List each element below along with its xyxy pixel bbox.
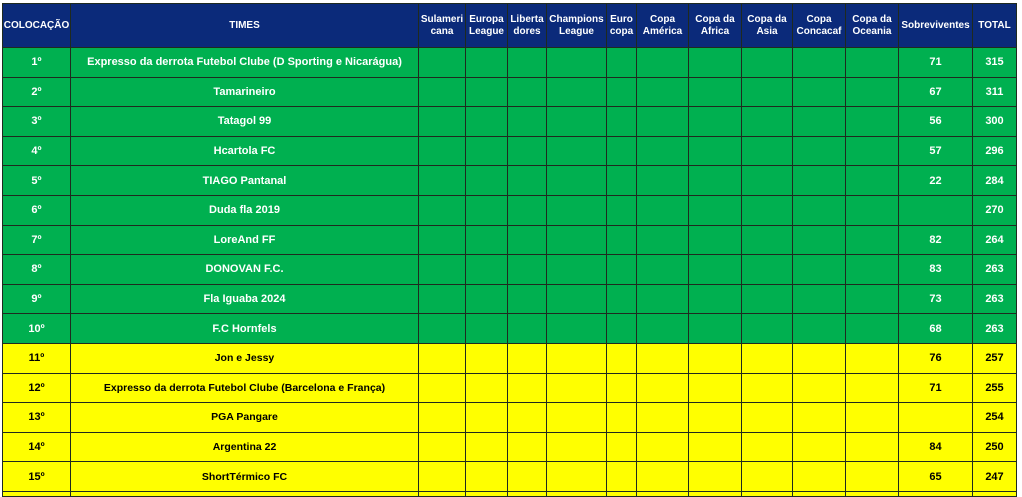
copa-africa-cell[interactable] [689, 343, 742, 373]
libertadores-cell[interactable] [508, 343, 547, 373]
eurocopa-cell[interactable] [607, 77, 637, 107]
header-europa-league[interactable]: Europa League [466, 4, 508, 48]
eurocopa-cell[interactable] [607, 403, 637, 433]
sobreviventes-cell[interactable]: 65 [899, 462, 973, 492]
libertadores-cell[interactable] [508, 284, 547, 314]
libertadores-cell[interactable] [508, 432, 547, 462]
eurocopa-cell[interactable] [607, 136, 637, 166]
copa-concacaf-cell[interactable] [793, 373, 846, 403]
total-cell[interactable]: 263 [973, 255, 1017, 285]
position-cell[interactable]: 4º [3, 136, 71, 166]
team-cell[interactable]: DONOVAN F.C. [71, 255, 419, 285]
total-cell[interactable]: 257 [973, 343, 1017, 373]
position-cell[interactable]: 15º [3, 462, 71, 492]
libertadores-cell[interactable] [508, 373, 547, 403]
copa-asia-cell[interactable] [742, 77, 793, 107]
copa-concacaf-cell[interactable] [793, 136, 846, 166]
eurocopa-cell[interactable] [607, 195, 637, 225]
copa-asia-cell[interactable] [742, 255, 793, 285]
total-cell[interactable]: 250 [973, 432, 1017, 462]
copa-concacaf-cell[interactable] [793, 403, 846, 433]
table-row[interactable] [3, 403, 1017, 433]
table-row[interactable] [3, 432, 1017, 462]
copa-oceania-cell[interactable] [846, 284, 899, 314]
standings-sheet [2, 3, 1017, 497]
europa-league-cell[interactable] [466, 284, 508, 314]
table-row[interactable] [3, 255, 1017, 285]
copa-africa-cell[interactable] [689, 77, 742, 107]
table-row[interactable] [3, 462, 1017, 492]
copa-asia-cell[interactable] [742, 48, 793, 78]
libertadores-cell[interactable] [508, 107, 547, 137]
copa-america-cell[interactable] [637, 77, 689, 107]
header-times[interactable]: TIMES [71, 4, 419, 48]
copa-oceania-cell[interactable] [846, 166, 899, 196]
sulamericana-cell[interactable] [419, 462, 466, 492]
champions-league-cell[interactable] [547, 462, 607, 492]
copa-oceania-cell[interactable] [846, 314, 899, 344]
libertadores-cell[interactable] [508, 403, 547, 433]
copa-concacaf-cell[interactable] [793, 343, 846, 373]
header-libertadores[interactable]: Liberta dores [508, 4, 547, 48]
standings-table [2, 3, 1017, 497]
sobreviventes-cell[interactable]: 68 [899, 314, 973, 344]
table-row[interactable] [3, 107, 1017, 137]
sulamericana-cell[interactable] [419, 403, 466, 433]
sulamericana-cell[interactable] [419, 432, 466, 462]
total-cell[interactable]: 300 [973, 107, 1017, 137]
position-cell[interactable]: 14º [3, 432, 71, 462]
copa-oceania-cell[interactable] [846, 373, 899, 403]
team-cell[interactable]: LoreAnd FF [71, 225, 419, 255]
champions-league-cell[interactable] [547, 284, 607, 314]
copa-asia-cell[interactable] [742, 343, 793, 373]
copa-africa-cell[interactable] [689, 403, 742, 433]
table-row[interactable] [3, 373, 1017, 403]
copa-oceania-cell[interactable] [846, 462, 899, 492]
total-cell[interactable]: 311 [973, 77, 1017, 107]
table-row[interactable] [3, 136, 1017, 166]
sulamericana-cell[interactable] [419, 255, 466, 285]
eurocopa-cell[interactable] [607, 107, 637, 137]
copa-africa-cell[interactable] [689, 195, 742, 225]
total-cell[interactable]: 255 [973, 373, 1017, 403]
header-sulamericana[interactable]: Sulameri cana [419, 4, 466, 48]
copa-america-cell[interactable] [637, 314, 689, 344]
total-cell[interactable]: 284 [973, 166, 1017, 196]
position-cell[interactable]: 6º [3, 195, 71, 225]
libertadores-cell[interactable] [508, 462, 547, 492]
copa-america-cell[interactable] [637, 343, 689, 373]
champions-league-cell[interactable] [547, 166, 607, 196]
copa-asia-cell[interactable] [742, 432, 793, 462]
champions-league-cell[interactable] [547, 432, 607, 462]
team-cell[interactable]: Expresso da derrota Futebol Clube (Barcelona e França) [71, 373, 419, 403]
sobreviventes-cell[interactable]: 71 [899, 48, 973, 78]
team-cell[interactable]: Hcartola FC [71, 136, 419, 166]
header-row [3, 4, 1017, 48]
champions-league-cell[interactable] [547, 136, 607, 166]
total-cell[interactable]: 315 [973, 48, 1017, 78]
table-row[interactable] [3, 343, 1017, 373]
sobreviventes-cell[interactable]: 56 [899, 107, 973, 137]
sobreviventes-cell[interactable]: 82 [899, 225, 973, 255]
header-copa-america[interactable]: Copa América [637, 4, 689, 48]
copa-asia-cell[interactable] [742, 314, 793, 344]
total-cell[interactable]: 263 [973, 314, 1017, 344]
team-cell[interactable]: Expresso da derrota Futebol Clube (D Sporting e Nicarágua) [71, 48, 419, 78]
sulamericana-cell[interactable] [419, 107, 466, 137]
copa-concacaf-cell[interactable] [793, 462, 846, 492]
header-total[interactable]: TOTAL [973, 4, 1017, 48]
copa-oceania-cell[interactable] [846, 195, 899, 225]
champions-league-cell[interactable] [547, 77, 607, 107]
total-cell[interactable]: 264 [973, 225, 1017, 255]
copa-concacaf-cell[interactable] [793, 255, 846, 285]
europa-league-cell[interactable] [466, 314, 508, 344]
sulamericana-cell[interactable] [419, 314, 466, 344]
europa-league-cell[interactable] [466, 136, 508, 166]
sobreviventes-cell[interactable]: 71 [899, 373, 973, 403]
champions-league-cell[interactable] [547, 343, 607, 373]
copa-concacaf-cell[interactable] [793, 225, 846, 255]
europa-league-cell[interactable] [466, 77, 508, 107]
copa-asia-cell[interactable] [742, 373, 793, 403]
sobreviventes-cell[interactable] [899, 195, 973, 225]
europa-league-cell[interactable] [466, 166, 508, 196]
eurocopa-cell[interactable] [607, 255, 637, 285]
copa-asia-cell[interactable] [742, 462, 793, 492]
copa-asia-cell[interactable] [742, 225, 793, 255]
sobreviventes-cell[interactable]: 83 [899, 255, 973, 285]
copa-america-cell[interactable] [637, 136, 689, 166]
sulamericana-cell[interactable] [419, 373, 466, 403]
team-cell[interactable]: Tamarineiro [71, 77, 419, 107]
champions-league-cell[interactable] [547, 195, 607, 225]
copa-america-cell[interactable] [637, 284, 689, 314]
europa-league-cell[interactable] [466, 107, 508, 137]
sobreviventes-cell[interactable]: 76 [899, 343, 973, 373]
total-cell[interactable]: 254 [973, 403, 1017, 433]
copa-oceania-cell[interactable] [846, 225, 899, 255]
table-row[interactable] [3, 225, 1017, 255]
champions-league-cell[interactable] [547, 373, 607, 403]
copa-africa-cell[interactable] [689, 225, 742, 255]
sobreviventes-cell[interactable]: 22 [899, 166, 973, 196]
copa-concacaf-cell[interactable] [793, 195, 846, 225]
team-cell[interactable]: Jon e Jessy [71, 343, 419, 373]
copa-africa-cell[interactable] [689, 48, 742, 78]
copa-america-cell[interactable] [637, 255, 689, 285]
header-sobreviventes[interactable]: Sobreviventes [899, 4, 973, 48]
libertadores-cell[interactable] [508, 314, 547, 344]
libertadores-cell[interactable] [508, 136, 547, 166]
table-row[interactable] [3, 77, 1017, 107]
copa-concacaf-cell[interactable] [793, 77, 846, 107]
champions-league-cell[interactable] [547, 403, 607, 433]
copa-asia-cell[interactable] [742, 166, 793, 196]
copa-america-cell[interactable] [637, 432, 689, 462]
copa-asia-cell[interactable] [742, 195, 793, 225]
copa-concacaf-cell[interactable] [793, 432, 846, 462]
table-row[interactable] [3, 314, 1017, 344]
champions-league-cell[interactable] [547, 48, 607, 78]
team-cell[interactable]: TIAGO Pantanal [71, 166, 419, 196]
copa-america-cell[interactable] [637, 195, 689, 225]
header-copa-concacaf[interactable]: Copa Concacaf [793, 4, 846, 48]
copa-america-cell[interactable] [637, 373, 689, 403]
eurocopa-cell[interactable] [607, 462, 637, 492]
total-cell[interactable]: 270 [973, 195, 1017, 225]
header-copa-asia[interactable]: Copa da Asia [742, 4, 793, 48]
europa-league-cell[interactable] [466, 225, 508, 255]
team-cell[interactable]: ShortTérmico FC [71, 462, 419, 492]
eurocopa-cell[interactable] [607, 225, 637, 255]
total-cell[interactable]: 263 [973, 284, 1017, 314]
copa-concacaf-cell[interactable] [793, 166, 846, 196]
header-colocacao[interactable]: COLOCAÇÃO [3, 4, 71, 48]
position-cell[interactable]: 8º [3, 255, 71, 285]
europa-league-cell[interactable] [466, 462, 508, 492]
copa-oceania-cell[interactable] [846, 48, 899, 78]
champions-league-cell[interactable] [547, 225, 607, 255]
position-cell[interactable]: 3º [3, 107, 71, 137]
team-cell[interactable]: Fla Iguaba 2024 [71, 284, 419, 314]
copa-concacaf-cell[interactable] [793, 48, 846, 78]
copa-oceania-cell[interactable] [846, 77, 899, 107]
libertadores-cell[interactable] [508, 77, 547, 107]
sulamericana-cell[interactable] [419, 166, 466, 196]
total-cell[interactable]: 296 [973, 136, 1017, 166]
table-row[interactable] [3, 284, 1017, 314]
copa-oceania-cell[interactable] [846, 107, 899, 137]
team-cell[interactable]: F.C Hornfels [71, 314, 419, 344]
header-champions-league[interactable]: Champions League [547, 4, 607, 48]
eurocopa-cell[interactable] [607, 284, 637, 314]
eurocopa-cell[interactable] [607, 48, 637, 78]
copa-africa-cell[interactable] [689, 314, 742, 344]
team-cell[interactable]: PGA Pangare [71, 403, 419, 433]
copa-oceania-cell[interactable] [846, 343, 899, 373]
sobreviventes-cell[interactable] [899, 403, 973, 433]
position-cell[interactable]: 5º [3, 166, 71, 196]
europa-league-cell[interactable] [466, 432, 508, 462]
champions-league-cell[interactable] [547, 314, 607, 344]
copa-asia-cell[interactable] [742, 136, 793, 166]
position-cell[interactable]: 12º [3, 373, 71, 403]
copa-america-cell[interactable] [637, 107, 689, 137]
team-cell[interactable]: Tatagol 99 [71, 107, 419, 137]
position-cell[interactable]: 7º [3, 225, 71, 255]
header-copa-oceania[interactable]: Copa da Oceania [846, 4, 899, 48]
libertadores-cell[interactable] [508, 166, 547, 196]
position-cell[interactable]: 10º [3, 314, 71, 344]
champions-league-cell[interactable] [547, 255, 607, 285]
position-cell[interactable]: 9º [3, 284, 71, 314]
sulamericana-cell[interactable] [419, 225, 466, 255]
europa-league-cell[interactable] [466, 195, 508, 225]
europa-league-cell[interactable] [466, 373, 508, 403]
sobreviventes-cell[interactable]: 67 [899, 77, 973, 107]
copa-oceania-cell[interactable] [846, 403, 899, 433]
total-cell[interactable]: 247 [973, 462, 1017, 492]
sulamericana-cell[interactable] [419, 284, 466, 314]
header-eurocopa[interactable]: Euro copa [607, 4, 637, 48]
europa-league-cell[interactable] [466, 403, 508, 433]
sobreviventes-cell[interactable]: 84 [899, 432, 973, 462]
copa-concacaf-cell[interactable] [793, 314, 846, 344]
copa-oceania-cell[interactable] [846, 255, 899, 285]
europa-league-cell[interactable] [466, 343, 508, 373]
header-copa-africa[interactable]: Copa da Africa [689, 4, 742, 48]
table-row[interactable] [3, 166, 1017, 196]
copa-oceania-cell[interactable] [846, 136, 899, 166]
copa-africa-cell[interactable] [689, 166, 742, 196]
position-cell[interactable]: 2º [3, 77, 71, 107]
sulamericana-cell[interactable] [419, 48, 466, 78]
copa-oceania-cell[interactable] [846, 432, 899, 462]
eurocopa-cell[interactable] [607, 432, 637, 462]
eurocopa-cell[interactable] [607, 373, 637, 403]
sobreviventes-cell[interactable]: 57 [899, 136, 973, 166]
position-cell[interactable]: 11º [3, 343, 71, 373]
table-row[interactable] [3, 195, 1017, 225]
sobreviventes-cell[interactable]: 73 [899, 284, 973, 314]
copa-asia-cell[interactable] [742, 284, 793, 314]
sulamericana-cell[interactable] [419, 77, 466, 107]
eurocopa-cell[interactable] [607, 343, 637, 373]
copa-america-cell[interactable] [637, 403, 689, 433]
copa-africa-cell[interactable] [689, 284, 742, 314]
copa-africa-cell[interactable] [689, 462, 742, 492]
copa-concacaf-cell[interactable] [793, 107, 846, 137]
copa-america-cell[interactable] [637, 166, 689, 196]
eurocopa-cell[interactable] [607, 314, 637, 344]
copa-concacaf-cell[interactable] [793, 284, 846, 314]
libertadores-cell[interactable] [508, 225, 547, 255]
copa-africa-cell[interactable] [689, 255, 742, 285]
libertadores-cell[interactable] [508, 195, 547, 225]
sulamericana-cell[interactable] [419, 136, 466, 166]
table-row[interactable] [3, 48, 1017, 78]
champions-league-cell[interactable] [547, 107, 607, 137]
team-cell[interactable]: Duda fla 2019 [71, 195, 419, 225]
sulamericana-cell[interactable] [419, 195, 466, 225]
europa-league-cell[interactable] [466, 48, 508, 78]
copa-america-cell[interactable] [637, 462, 689, 492]
copa-america-cell[interactable] [637, 225, 689, 255]
libertadores-cell[interactable] [508, 255, 547, 285]
copa-africa-cell[interactable] [689, 432, 742, 462]
libertadores-cell[interactable] [508, 48, 547, 78]
team-cell[interactable]: Argentina 22 [71, 432, 419, 462]
position-cell[interactable]: 13º [3, 403, 71, 433]
copa-africa-cell[interactable] [689, 107, 742, 137]
eurocopa-cell[interactable] [607, 166, 637, 196]
copa-asia-cell[interactable] [742, 107, 793, 137]
sulamericana-cell[interactable] [419, 343, 466, 373]
copa-africa-cell[interactable] [689, 373, 742, 403]
copa-asia-cell[interactable] [742, 403, 793, 433]
copa-africa-cell[interactable] [689, 136, 742, 166]
europa-league-cell[interactable] [466, 255, 508, 285]
position-cell[interactable]: 1º [3, 48, 71, 78]
copa-america-cell[interactable] [637, 48, 689, 78]
